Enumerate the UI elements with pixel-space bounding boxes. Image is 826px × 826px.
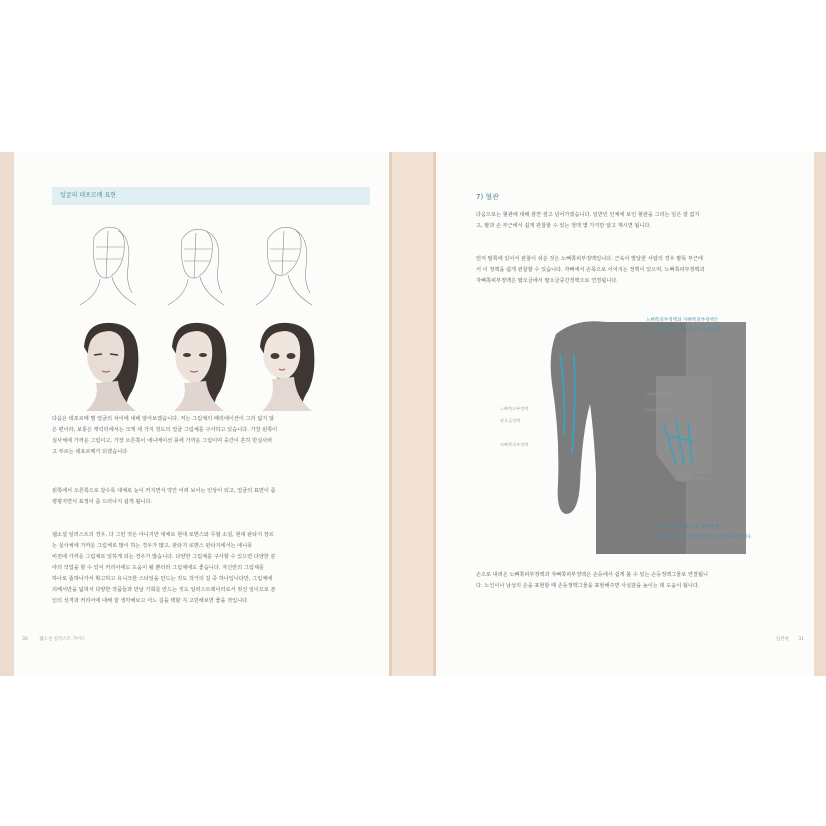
- sketch-illustrations: [66, 217, 326, 312]
- paragraph-2: [476, 254, 794, 287]
- caption-top-line-1: 노뼈쪽피부정맥과 자뼈쪽피부정맥은: [646, 318, 719, 323]
- text-line: 자뼈쪽피부정맥은 팔오금에서 팔오금중간정맥으로 연결됩니다.: [476, 278, 618, 284]
- page-number: 31: [798, 637, 804, 642]
- text-line: 다. 노인이나 남성의 손을 표현할 때 손등정맥그물을 표현해주면 사실감을 높이는 데 도움이 됩니다.: [476, 583, 700, 589]
- page-edge-left: [0, 152, 14, 676]
- label-hand-cephalic: 노뼈쪽피부정맥: [644, 392, 673, 397]
- painted-illustrations: [66, 317, 326, 412]
- text-line: 손으로 내려온 노뼈쪽피부정맥과 자뼈쪽피부정맥은 손등에서 쉽게 볼 수 있는 손등정맥그물로 연결됩니: [476, 572, 708, 578]
- text-line: 고, 팔과 손 부근에서 쉽게 관찰할 수 있는 정맥 몇 가지만 알고 계시면 됩니다.: [476, 223, 652, 229]
- painted-face-realistic: [66, 317, 150, 412]
- sketch-face-semireal: [154, 217, 238, 312]
- label-hand-basilic: 자뼈쪽피부정맥: [644, 408, 673, 413]
- text-line: 야의 작업을 할 수 있어 커리어에도 도움이 될 뿐더러 그림체에도 좋습니다. 자신만의 그림체를: [52, 565, 264, 571]
- book-gutter: [389, 152, 436, 676]
- sketch-face-anime: [242, 217, 326, 312]
- text-line: 먼저 팔쪽에 있어서 관찰이 쉬운 것은 노뼈쪽피부정맥입니다. 근육이 발달한 사람의 경우 팔뚝 부근에: [476, 256, 703, 262]
- text-line: 평평지면서 표정이 좀 드러나지 쉽게 됩니다.: [52, 499, 153, 505]
- left-footer: [22, 636, 86, 642]
- right-footer: [776, 636, 804, 642]
- left-page: [14, 152, 389, 676]
- paragraph-3: [476, 570, 794, 592]
- section-heading: 얼굴의 데포르메 표현: [52, 187, 370, 205]
- text-line: 서 이 정맥을 쉽게 관찰할 수 있습니다. 자뼈에서 손목으로 이어지는 정맥이 있으며, 노뼈쪽피부정맥과: [476, 267, 705, 273]
- text-line: 는 실사체에 가까운 그림체로 많이 하는 경우가 많고, 판타지 로맨스 판타지에서는 애니풍: [52, 543, 253, 549]
- text-line: 하나로 좁혀나가서 확고하고 유니크한 스타일을 만드는 것도 작가의 길 중 하나입니다만, 그림체에: [52, 576, 273, 582]
- text-line: 의해서만을 넓혀서 다양한 작품들과 만날 기회를 만드는 것도 일러스트레이터로서 멋진 일이므로 본: [52, 587, 276, 593]
- page-number: 30: [22, 637, 28, 642]
- paragraph-3: [52, 530, 370, 607]
- text-line: 은 편이라, 보통은 캐릭터에서는 크게 세 가지 정도의 얼굴 그림체를 구사하고 있습니다. 가장 왼쪽이: [52, 427, 278, 433]
- text-line: 왼쪽에서 오른쪽으로 갈수록 대체로 눈이 커지면서 약간 어려 보이는 인상이 되고, 얼굴의 표면이 좀: [52, 488, 276, 494]
- text-line: 다음으로는 혈관에 대해 잠깐 짚고 넘어가겠습니다. 일반인 인체에 보인 혈관을 그리는 일은 잘 없지: [476, 212, 700, 218]
- running-title: 실전편: [775, 637, 789, 642]
- caption-top-line-2: 팔오금에서 팔오금정맥으로 연결된다.: [646, 328, 722, 333]
- paragraph-1: [476, 210, 794, 232]
- vein-anatomy-diagram: [536, 314, 746, 554]
- painted-face-semireal: [154, 317, 238, 412]
- text-line: 고 부르는 데포르메가 되겠습니다.: [52, 449, 129, 455]
- label-dorsal-network: 손등정맥그물: [686, 476, 711, 481]
- text-line: 실사체에 가까운 그림이고, 가장 오른쪽이 애니메이션 풍에 가까운 그림이며 중간이 흔히 반실사라: [52, 438, 273, 444]
- page-edge-right: [814, 152, 826, 676]
- paragraph-1: [52, 414, 370, 458]
- paragraph-2: [52, 486, 370, 508]
- caption-bottom-line-1: 노인이나 남성의 손을 표현할 때: [656, 525, 720, 530]
- sketch-face-realistic: [66, 217, 150, 312]
- text-line: 인의 성격과 커리어에 대해 잘 생각해보고 어느 길을 택할 지 고민해보면 좋을 것입니다.: [52, 598, 249, 604]
- book-spread: [0, 152, 826, 676]
- label-cephalic-vein: 노뼈쪽피부정맥: [500, 406, 529, 411]
- text-line: 비전에 가까운 그림체로 일하게 되는 경우가 많습니다. 다양한 그림체를 구사할 수 있으면 다양한 분: [52, 554, 276, 560]
- label-median-cubital: 팔오금정맥: [500, 418, 521, 423]
- caption-bottom-line-2: 손등정맥그물을 그려주면 좀 더 사실적으로 보인다.: [650, 535, 752, 540]
- text-line: 다음은 데포르메 별 얼굴의 차이에 대해 알아보겠습니다. 저는 그림체의 베리에이션이 그리 넓지 않: [52, 416, 274, 422]
- text-line: 웹소설 일러스트의 경우, 다 그런 것은 아니지만 대체로 현대 로맨스와 무협 소설, 현대 판타지 장르: [52, 532, 274, 538]
- section-title: 7) 혈관: [476, 193, 499, 201]
- right-page: [436, 152, 814, 676]
- running-title: 웹소설 일러스트 가이드: [39, 637, 86, 642]
- label-basilic-vein: 자뼈쪽피부정맥: [500, 442, 529, 447]
- painted-face-anime: [242, 317, 326, 412]
